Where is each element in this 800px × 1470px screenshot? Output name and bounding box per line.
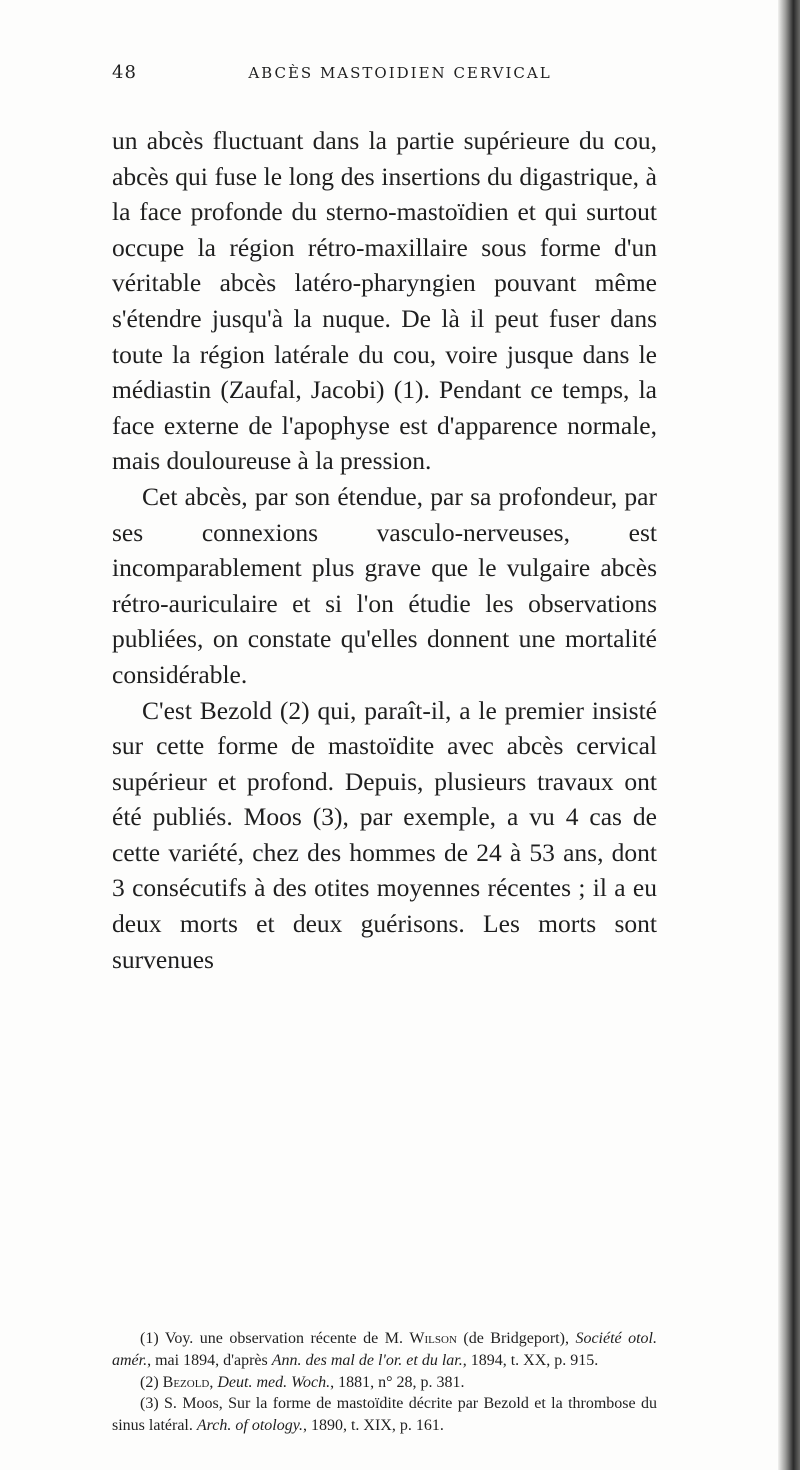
- footnote-journal: Deut. med. Woch.: [217, 1373, 331, 1391]
- paragraph-3: C'est Bezold (2) qui, paraît-il, a le premier insisté sur cette forme de mastoïdite avec abcès cervical supérieur et profond. Depuis, plusieurs travaux ont été publiés. Moos (3), par exemple, a vu 4 cas de cette variété, chez des hommes de 24 à 53 ans, dont 3 consécutifs à des otites moyennes récentes ; il a eu deux morts et deux guérisons. Les morts sont survenues: [112, 695, 657, 974]
- footnote-mark: (3): [140, 1395, 159, 1413]
- page-header: [0, 62, 800, 92]
- footnote-text: ,: [209, 1373, 218, 1391]
- footnote-text: , 1894, t. XX, p. 915.: [462, 1351, 599, 1369]
- paragraph-2: Cet abcès, par son étendue, par sa profondeur, par ses connexions vasculo-nerveuses, est incomparablement plus grave que le vulgaire abcès rétro-auriculaire et si l'on étudie les observations publiées, on constate qu'elles donnent une mortalité considérable.: [112, 481, 657, 689]
- footnote-mark: (1): [140, 1330, 159, 1347]
- footnote-1: [112, 1328, 657, 1372]
- footnote-journal: Arch. of otology.: [196, 1417, 303, 1435]
- footnote-text: , mai 1894, d'après: [147, 1351, 272, 1369]
- paragraph-1: un abcès fluctuant dans la partie supérieure du cou, abcès qui fuse le long des insertions du digastrique, à la face profonde du sterno-mastoïdien et qui surtout occupe la région rétro-maxillaire sous forme d'un véritable abcès latéro-pharyngien pouvant même s'étendre jusqu'à la nuque. De là il peut fuser dans toute la région latérale du cou, voire jusque dans le médiastin (Zaufal, Jacobi) (1). Pendant ce temps, la face externe de l'apophyse est d'apparence normale, mais douloureuse à la pression.: [112, 126, 657, 476]
- main-text: [112, 123, 657, 977]
- footnote-text: , 1881, n° 28, p. 381.: [330, 1373, 465, 1391]
- running-title: ABCÈS MASTOIDIEN CERVICAL: [248, 64, 552, 82]
- footnote-2: [112, 1372, 657, 1394]
- footnote-text: Voy. une observation récente de M.: [158, 1330, 410, 1347]
- footnote-3: [112, 1393, 657, 1437]
- footnote-author: Wilson: [409, 1330, 457, 1347]
- footnote-author: Bezold: [162, 1373, 210, 1391]
- page-edge-shadow: [778, 0, 800, 1470]
- footnote-source: Ann. des mal de l'or. et du lar.: [271, 1351, 463, 1369]
- footnote-text: (de Bridgeport),: [456, 1330, 576, 1347]
- page-number: 48: [112, 62, 137, 83]
- footnote-text: , 1890, t. XIX, p. 161.: [302, 1417, 444, 1435]
- footnote-journal: Société otol. amér.: [112, 1330, 658, 1369]
- footnotes: [112, 1328, 657, 1437]
- footnote-mark: (2): [140, 1373, 159, 1391]
- footnote-text: S. Moos, Sur la forme de mastoïdite décrite par Bezold et la thrombose du sinus latéral.: [112, 1395, 657, 1435]
